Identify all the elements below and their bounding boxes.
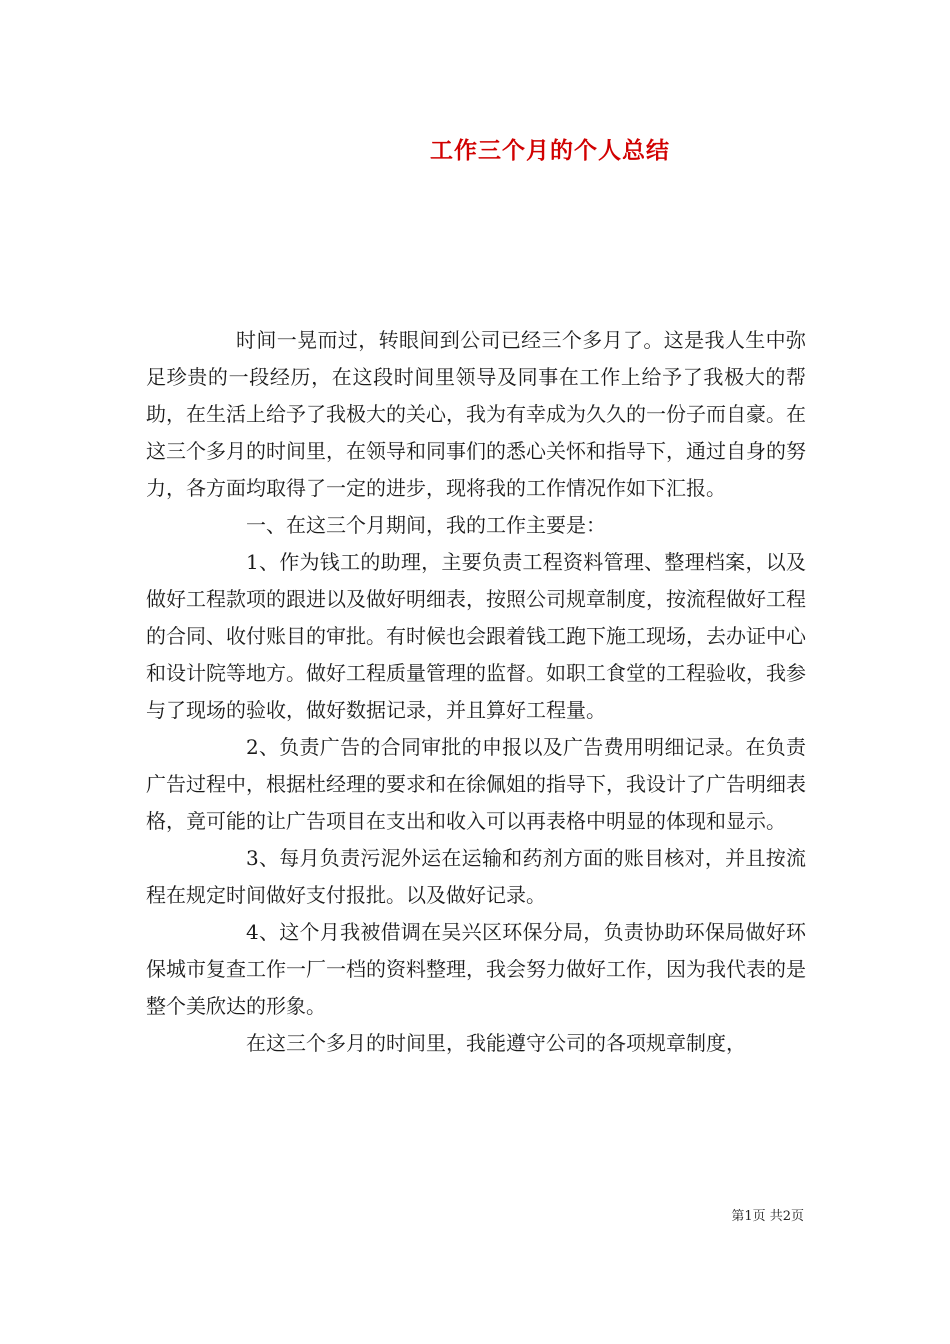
page-number: 第1页 共2页 xyxy=(731,1209,804,1224)
paragraph-item-1: 1、作为钱工的助理，主要负责工程资料管理、整理档案，以及做好工程款项的跟进以及做好明细表，按照公司规章制度，按流程做好工程的合同、收付账目的审批。有时候也会跟着钱工跑下施工现场，去办证中心和设计院等地方。做好工程质量管理的监督。如职工食堂的工程验收，我参与了现场的验收，做好数据记录，并且算好工程量。 xyxy=(146,550,806,722)
paragraph-intro: 时间一晃而过，转眼间到公司已经三个多月了。这是我人生中弥足珍贵的一段经历，在这段时间里领导及同事在工作上给予了我极大的帮助，在生活上给予了我极大的关心，我为有幸成为久久的一份子而自豪。在这三个多月的时间里，在领导和同事们的悉心关怀和指导下，通过自身的努力，各方面均取得了一定的进步，现将我的工作情况作如下汇报。 xyxy=(146,328,806,500)
document-body xyxy=(146,322,806,1062)
paragraph-item-3: 3、每月负责污泥外运在运输和药剂方面的账目核对，并且按流程在规定时间做好支付报批。以及做好记录。 xyxy=(146,846,806,907)
document-title: 工作三个月的个人总结 xyxy=(430,137,670,164)
paragraph-closing: 在这三个多月的时间里，我能遵守公司的各项规章制度， xyxy=(246,1031,746,1055)
paragraph-item-4: 4、这个月我被借调在吴兴区环保分局，负责协助环保局做好环保城市复查工作一厂一档的资料整理，我会努力做好工作，因为我代表的是整个美欣达的形象。 xyxy=(146,920,806,1018)
paragraph-item-2: 2、负责广告的合同审批的申报以及广告费用明细记录。在负责广告过程中，根据杜经理的要求和在徐佩姐的指导下，我设计了广告明细表格，竟可能的让广告项目在支出和收入可以再表格中明显的体现和显示。 xyxy=(146,735,806,833)
paragraph-section-heading: 一、在这三个月期间，我的工作主要是： xyxy=(246,513,606,537)
